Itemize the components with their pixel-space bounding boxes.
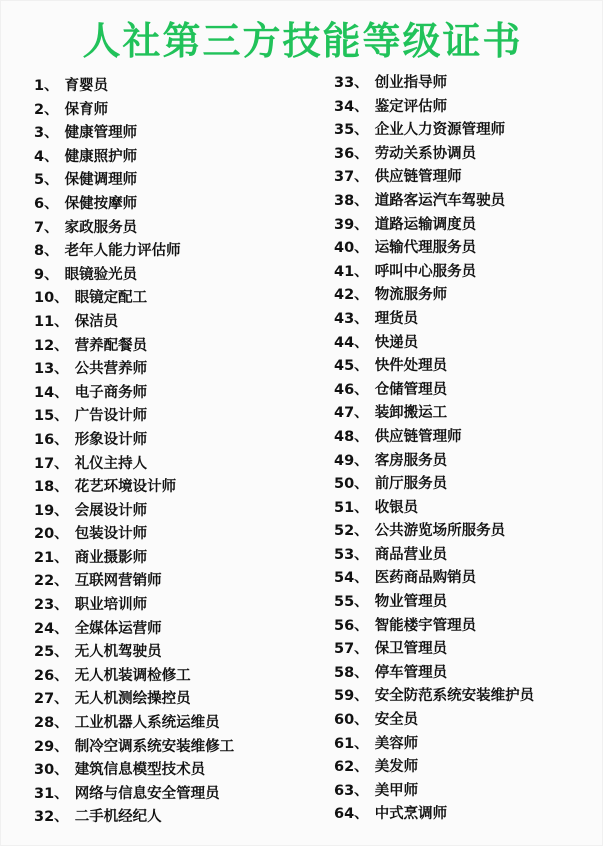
certificate-name: 健康管理师: [64, 125, 138, 142]
list-item: [34, 712, 324, 736]
certificate-name: 收银员: [374, 499, 419, 516]
list-item: [334, 473, 599, 497]
list-item: [334, 520, 599, 544]
item-number: 29、: [34, 738, 69, 755]
certificate-name: 全媒体运营师: [74, 620, 162, 637]
certificate-name: 保健按摩师: [64, 195, 138, 212]
list-item: [34, 688, 324, 712]
list-item: [34, 287, 324, 311]
item-number: 12、: [34, 337, 69, 354]
certificate-name: 运输代理服务员: [374, 240, 477, 257]
certificate-name: 鉴定评估师: [374, 98, 448, 115]
list-item: [34, 759, 324, 783]
certificate-name: 呼叫中心服务员: [374, 263, 477, 280]
right-certificate-list: [334, 72, 599, 827]
item-number: 50、: [334, 476, 369, 493]
certificate-name: 物流服务师: [374, 287, 448, 304]
list-item: [34, 358, 324, 382]
list-item: [334, 166, 599, 190]
item-number: 44、: [334, 334, 369, 351]
item-number: 51、: [334, 499, 369, 516]
certificate-name: 美容师: [374, 735, 419, 752]
list-item: [334, 544, 599, 568]
list-item: [334, 214, 599, 238]
list-item: [34, 405, 324, 429]
item-number: 56、: [334, 617, 369, 634]
item-number: 6、: [34, 195, 59, 212]
certificate-name: 职业培训师: [74, 597, 148, 614]
certificate-name: 快递员: [374, 334, 419, 351]
certificate-name: 供应链管理师: [374, 169, 462, 186]
list-item: [334, 308, 599, 332]
list-item: [334, 662, 599, 686]
certificate-name: 安全防范系统安装维护员: [374, 688, 535, 705]
item-number: 60、: [334, 712, 369, 729]
item-number: 37、: [334, 169, 369, 186]
list-item: [334, 567, 599, 591]
certificate-name: 理货员: [374, 310, 419, 327]
certificate-name: 眼镜验光员: [64, 266, 138, 283]
item-number: 61、: [334, 735, 369, 752]
list-item: [334, 450, 599, 474]
list-item: [334, 615, 599, 639]
list-item: [34, 547, 324, 571]
list-item: [34, 429, 324, 453]
item-number: 18、: [34, 479, 69, 496]
item-number: 40、: [334, 240, 369, 257]
list-item: [34, 264, 324, 288]
certificate-name: 保洁员: [74, 313, 119, 330]
item-number: 32、: [34, 809, 69, 826]
certificate-name: 工业机器人系统运维员: [74, 715, 220, 732]
certificate-name: 保育师: [64, 101, 109, 118]
item-number: 31、: [34, 785, 69, 802]
list-item: [34, 311, 324, 335]
item-number: 59、: [334, 688, 369, 705]
list-item: [334, 72, 599, 96]
certificate-name: 家政服务员: [64, 219, 138, 236]
list-item: [334, 355, 599, 379]
list-item: [34, 193, 324, 217]
list-item: [34, 665, 324, 689]
list-item: [34, 122, 324, 146]
item-number: 3、: [34, 125, 59, 142]
certificate-name: 商品营业员: [374, 546, 448, 563]
list-item: [334, 733, 599, 757]
list-item: [34, 75, 324, 99]
item-number: 35、: [334, 122, 369, 139]
item-number: 9、: [34, 266, 59, 283]
certificate-name: 企业人力资源管理师: [374, 122, 506, 139]
list-item: [34, 523, 324, 547]
item-number: 14、: [34, 384, 69, 401]
list-item: [34, 641, 324, 665]
list-item: [34, 806, 324, 830]
certificate-name: 创业指导师: [374, 75, 448, 91]
certificate-name: 包装设计师: [74, 526, 148, 543]
certificate-name: 花艺环境设计师: [74, 479, 177, 496]
list-item: [334, 96, 599, 120]
item-number: 8、: [34, 243, 59, 260]
certificate-name: 美甲师: [374, 782, 419, 799]
item-number: 57、: [334, 641, 369, 658]
certificate-name: 会展设计师: [74, 502, 148, 519]
list-item: [34, 169, 324, 193]
item-number: 47、: [334, 405, 369, 422]
certificate-name: 快件处理员: [374, 358, 448, 375]
item-number: 4、: [34, 148, 59, 165]
item-number: 24、: [34, 620, 69, 637]
certificate-name: 网络与信息安全管理员: [74, 785, 220, 802]
item-number: 20、: [34, 526, 69, 543]
item-number: 7、: [34, 219, 59, 236]
item-number: 26、: [34, 667, 69, 684]
list-item: [34, 570, 324, 594]
item-number: 1、: [34, 78, 59, 94]
certificate-name: 道路客运汽车驾驶员: [374, 192, 506, 209]
item-number: 53、: [334, 546, 369, 563]
item-number: 15、: [34, 408, 69, 425]
page-title: 人社第三方技能等级证书: [82, 19, 523, 63]
certificate-name: 美发师: [374, 759, 419, 776]
list-item: [34, 217, 324, 241]
item-number: 30、: [34, 762, 69, 779]
item-number: 46、: [334, 381, 369, 398]
certificate-name: 医药商品购销员: [374, 570, 477, 587]
item-number: 34、: [334, 98, 369, 115]
item-number: 10、: [34, 290, 69, 307]
certificate-name: 形象设计师: [74, 431, 148, 448]
item-number: 42、: [334, 287, 369, 304]
list-item: [334, 756, 599, 780]
item-number: 54、: [334, 570, 369, 587]
list-item: [334, 119, 599, 143]
item-number: 16、: [34, 431, 69, 448]
list-item: [334, 190, 599, 214]
item-number: 38、: [334, 192, 369, 209]
list-item: [34, 146, 324, 170]
list-item: [334, 591, 599, 615]
certificate-name: 前厅服务员: [374, 476, 448, 493]
certificate-name: 中式烹调师: [374, 806, 448, 823]
item-number: 52、: [334, 523, 369, 540]
certificate-name: 停车管理员: [374, 664, 448, 681]
list-item: [334, 261, 599, 285]
list-item: [34, 382, 324, 406]
certificate-name: 健康照护师: [64, 148, 138, 165]
item-number: 64、: [334, 806, 369, 823]
certificate-name: 智能楼宇管理员: [374, 617, 477, 634]
item-number: 39、: [334, 216, 369, 233]
list-item: [34, 99, 324, 123]
list-item: [334, 426, 599, 450]
item-number: 45、: [334, 358, 369, 375]
certificate-name: 公共营养师: [74, 361, 148, 378]
certificate-name: 老年人能力评估师: [64, 243, 181, 260]
list-item: [34, 783, 324, 807]
certificate-name: 无人机测绘操控员: [74, 691, 191, 708]
item-number: 62、: [334, 759, 369, 776]
certificate-name: 保卫管理员: [374, 641, 448, 658]
item-number: 28、: [34, 715, 69, 732]
list-item: [334, 284, 599, 308]
list-item: [34, 500, 324, 524]
certificate-name: 礼仪主持人: [74, 455, 148, 472]
item-number: 48、: [334, 428, 369, 445]
certificate-name: 互联网营销师: [74, 573, 162, 590]
item-number: 27、: [34, 691, 69, 708]
certificate-name: 保健调理师: [64, 172, 138, 189]
item-number: 22、: [34, 573, 69, 590]
certificate-name: 营养配餐员: [74, 337, 148, 354]
certificate-name: 仓储管理员: [374, 381, 448, 398]
certificate-name: 广告设计师: [74, 408, 148, 425]
item-number: 55、: [334, 594, 369, 611]
item-number: 25、: [34, 644, 69, 661]
certificate-name: 二手机经纪人: [74, 809, 162, 826]
item-number: 17、: [34, 455, 69, 472]
list-item: [334, 237, 599, 261]
list-item: [334, 685, 599, 709]
certificate-name: 眼镜定配工: [74, 290, 148, 307]
list-item: [334, 402, 599, 426]
item-number: 43、: [334, 310, 369, 327]
list-item: [334, 780, 599, 804]
certificate-name: 电子商务师: [74, 384, 148, 401]
list-item: [34, 240, 324, 264]
item-number: 23、: [34, 597, 69, 614]
list-item: [334, 638, 599, 662]
list-item: [334, 332, 599, 356]
item-number: 19、: [34, 502, 69, 519]
item-number: 63、: [334, 782, 369, 799]
certificate-name: 无人机驾驶员: [74, 644, 162, 661]
certificate-name: 供应链管理师: [374, 428, 462, 445]
certificate-name: 装卸搬运工: [374, 405, 448, 422]
list-item: [34, 736, 324, 760]
list-item: [34, 594, 324, 618]
list-item: [334, 379, 599, 403]
item-number: 33、: [334, 75, 369, 91]
list-item: [34, 476, 324, 500]
certificate-name: 无人机装调检修工: [74, 667, 191, 684]
list-item: [334, 709, 599, 733]
left-certificate-list: [34, 75, 324, 830]
certificate-name: 建筑信息模型技术员: [74, 762, 206, 779]
certificate-name: 商业摄影师: [74, 549, 148, 566]
certificate-name: 育婴员: [64, 78, 109, 94]
list-item: [334, 143, 599, 167]
list-item: [334, 497, 599, 521]
list-item: [34, 335, 324, 359]
certificate-name: 制冷空调系统安装维修工: [74, 738, 235, 755]
item-number: 11、: [34, 313, 69, 330]
list-item: [34, 453, 324, 477]
item-number: 13、: [34, 361, 69, 378]
item-number: 49、: [334, 452, 369, 469]
certificate-name: 安全员: [374, 712, 419, 729]
certificate-name: 客房服务员: [374, 452, 448, 469]
item-number: 2、: [34, 101, 59, 118]
item-number: 21、: [34, 549, 69, 566]
list-item: [34, 618, 324, 642]
certificate-name: 劳动关系协调员: [374, 145, 477, 162]
list-item: [334, 803, 599, 827]
item-number: 41、: [334, 263, 369, 280]
item-number: 5、: [34, 172, 59, 189]
certificate-name: 公共游览场所服务员: [374, 523, 506, 540]
certificate-name: 道路运输调度员: [374, 216, 477, 233]
item-number: 58、: [334, 664, 369, 681]
certificate-name: 物业管理员: [374, 594, 448, 611]
item-number: 36、: [334, 145, 369, 162]
